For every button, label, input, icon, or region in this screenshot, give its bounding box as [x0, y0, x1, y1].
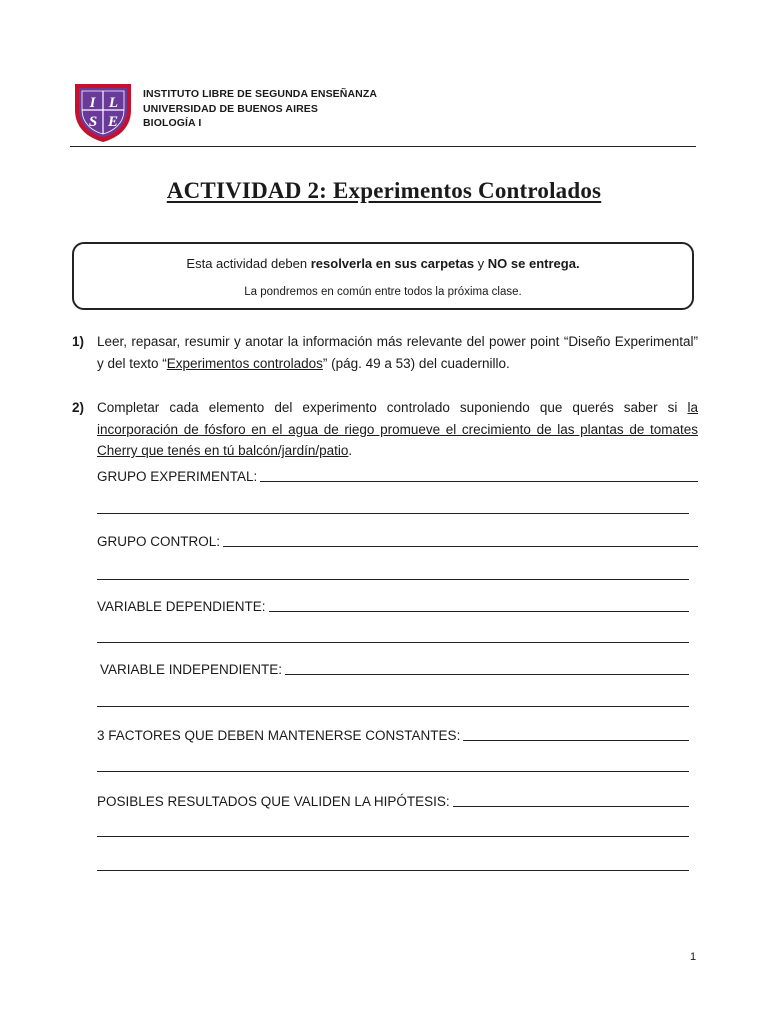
answer-line[interactable] [463, 740, 689, 741]
university-name: UNIVERSIDAD DE BUENOS AIRES [143, 102, 319, 115]
logo-letter-l: L [108, 95, 119, 111]
logo-letter-e: E [107, 114, 119, 130]
field-posibles-resultados[interactable] [97, 790, 689, 810]
answer-line-extra[interactable] [97, 836, 689, 837]
field-variable-dependiente[interactable] [97, 595, 689, 615]
notice-box [72, 242, 694, 310]
notice-text: Esta actividad deben [186, 256, 311, 271]
institution-block [143, 87, 377, 131]
answer-line-extra[interactable] [97, 870, 689, 871]
field-label: GRUPO EXPERIMENTAL: [97, 469, 258, 484]
school-logo [72, 80, 134, 144]
notice-line-2: La pondremos en común entre todos la próxima clase. [244, 286, 522, 298]
field-label: 3 FACTORES QUE DEBEN MANTENERSE CONSTANTES: [97, 728, 461, 743]
answer-line-extra[interactable] [97, 706, 689, 707]
answer-line-extra[interactable] [97, 513, 689, 514]
course-name: BIOLOGÍA I [143, 117, 202, 129]
answer-line-extra[interactable] [97, 579, 689, 580]
answer-line-extra[interactable] [97, 642, 689, 643]
field-variable-independiente[interactable] [100, 658, 689, 678]
page-title: ACTIVIDAD 2: Experimentos Controlados [166, 178, 602, 203]
underlined-reference: Experimentos controlados [166, 355, 323, 371]
field-label: VARIABLE INDEPENDIENTE: [100, 662, 283, 677]
header-divider [70, 146, 696, 147]
answer-line[interactable] [269, 611, 689, 612]
notice-line-1 [74, 256, 692, 271]
item-number: 2) [72, 400, 85, 415]
answer-line[interactable] [223, 546, 698, 547]
item-text-part: ” (pág. 49 a 53) del cuadernillo. [322, 355, 510, 371]
item-number: 1) [72, 334, 85, 349]
instruction-item-2 [72, 397, 698, 462]
field-grupo-control[interactable] [97, 530, 698, 550]
notice-text-connector: y [474, 256, 488, 271]
field-label: POSIBLES RESULTADOS QUE VALIDEN LA HIPÓTESIS: [97, 794, 450, 809]
logo-letter-i: I [89, 95, 96, 111]
page-number: 1 [690, 951, 697, 963]
answer-line[interactable] [285, 674, 689, 675]
answer-line-extra[interactable] [97, 771, 689, 772]
notice-emphasis-no-entrega: NO se entrega. [487, 256, 580, 271]
instruction-item-1 [72, 331, 698, 374]
item-text-part: . [348, 443, 353, 458]
answer-line[interactable] [453, 806, 689, 807]
institution-name: INSTITUTO LIBRE DE SEGUNDA ENSEÑANZA [143, 88, 378, 100]
field-label: GRUPO CONTROL: [97, 534, 221, 549]
logo-letter-s: S [88, 114, 98, 130]
item-text [97, 397, 698, 462]
field-label: VARIABLE DEPENDIENTE: [97, 599, 266, 614]
item-text [97, 331, 698, 374]
field-grupo-experimental[interactable] [97, 465, 698, 485]
underlined-hypothesis: la incorporación de fósforo en el agua de riego promueve el crecimiento de las plantas de tomates Cherry que tenés en tú balcón/jardín/patio [97, 400, 698, 458]
answer-line[interactable] [260, 481, 698, 482]
field-factores-constantes[interactable] [97, 724, 689, 744]
item-text-part: Leer, repasar, resumir y anotar la información más relevante del power point “Diseño Experimental” y del texto “ [97, 334, 698, 371]
notice-emphasis-carpetas: resolverla en sus carpetas [310, 256, 475, 271]
item-text-part: Completar cada elemento del experimento controlado suponiendo que querés saber si [97, 400, 688, 415]
